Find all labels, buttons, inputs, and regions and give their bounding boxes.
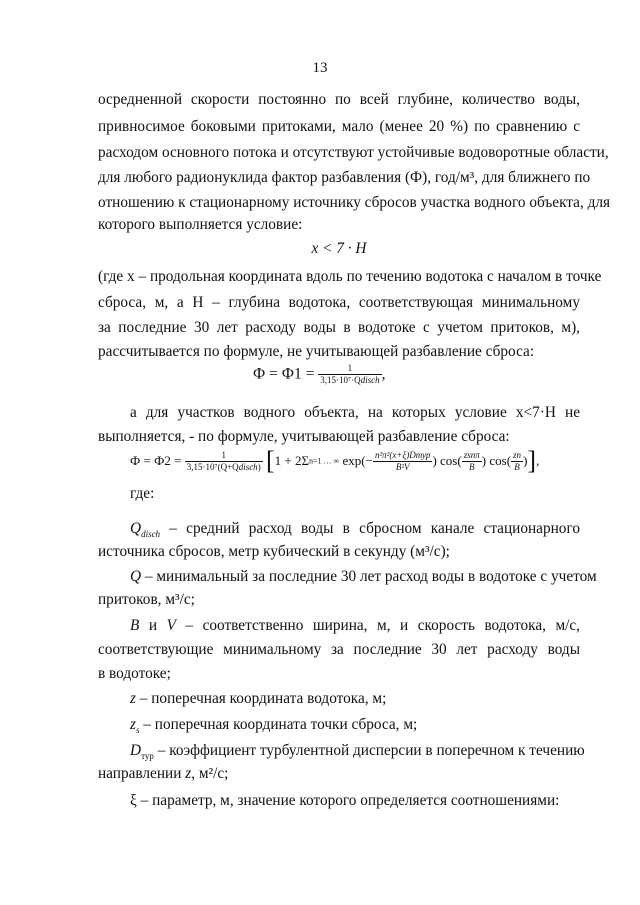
def-qdisch-text: – средний расход воды в сбросном канале стационарного [160,520,580,537]
formula1-den-main: 3,15·10⁷·Q [320,375,361,385]
def-bv-line2: соответствующие минимальному за последние 30 лет расходу воды [98,641,580,658]
formula2-cos2-den: B [514,461,520,472]
def-z-symbol: z [130,690,136,707]
def-q-line1 [130,568,597,586]
formula-phi1 [253,363,386,386]
formula2-cos1-fraction [462,450,482,473]
formula2-exp: exp [342,453,362,468]
def-zs-subscript: s [135,725,140,736]
formula2-sum-range: n=1 … ∞ [309,456,340,466]
formula1-denominator [318,375,381,386]
para1-line3: расходом основного потока и отсутствуют устойчивые водоворотные области, [98,144,609,161]
def-d-direction-text: направлении [98,765,186,782]
formula2-numerator: 1 [185,450,263,462]
formula2-exp-num-main: n²π²(x+ξ)D [374,449,416,460]
formula2-bracket-close: ] [527,446,537,475]
def-zs-symbol: z [130,716,136,733]
formula1-den-sub: disch [360,375,380,385]
para2-line2: сброса, м, а H – глубина водотока, соответствующая минимальному [98,294,580,311]
formula2-den-main: 3,15·10⁷(Q+Q [186,461,239,472]
def-v-symbol: V [166,617,176,634]
def-q-line2: притоков, м³/с; [98,591,195,608]
def-d-line1 [130,742,585,765]
formula2-cos2-num: zn [513,449,522,460]
para1-line2: привносимое боковыми притоками, мало (менее 20 %) по сравнению с [98,118,580,135]
formula2-exp-num [373,450,432,462]
formula1-lhs: Ф = Ф1 = [253,365,315,383]
para3-line2: выполняется, - по формуле, учитывающей разбавление сброса: [98,428,510,445]
def-q-symbol: Q [130,568,142,585]
formula2-cos1-num-sub: s [467,449,471,460]
formula2-tail: , [536,453,540,468]
para2-line4: рассчитывается по формуле, не учитывающей разбавление сброса: [98,343,535,360]
formula2-exp-den: B²V [395,461,410,472]
formula2-exp-num-sub: тур [415,449,431,460]
def-d-units: , м²/с; [191,765,229,782]
para3-line1: а для участков водного объекта, на которых условие x<7·H не [130,404,580,421]
def-qdisch-symbol: Q [130,520,142,537]
para1-line5: отношению к стационарному источнику сбросов участка водного объекта, для [98,194,611,211]
para1-line1: осредненной скорости постоянно по всей глубине, количество воды, [98,91,580,108]
formula1-numerator: 1 [318,363,381,375]
formula2-one-plus: 1 + 2 [274,453,302,468]
formula2-cos2-fraction [511,450,523,473]
formula2-fraction [185,450,263,473]
formula2-cos2: cos [489,453,507,468]
def-q-text: – минимальный за последние 30 лет расход воды в водотоке с учетом [141,568,597,585]
def-qdisch-line2: источника сбросов, метр кубический в секунду (м³/с); [98,543,450,560]
formula2-bracket-open: [ [265,446,275,475]
def-b-symbol: B [130,617,140,634]
formula2-exp-fraction [373,450,432,473]
def-d-line2 [98,765,580,783]
formula-phi2: Ф = Ф2 = $\frac{1}{\text{3,15·10⁷(Q+Qdisch)}}$ [1 + 2Σn=1 … ∞ exp(− $\frac{\text{n²π²(x+ξ)Dтур}}{\text{B²V}}$ ) cos( $\frac{\text{zsnπ}}{B}$ ) cos( $\frac{zn}{B}$ )], [130,446,540,475]
def-d-text: – коэффициент турбулентной дисперсии в поперечном к течению [153,742,585,759]
def-d-direction-z: z [185,765,192,782]
condition-formula: x < 7 · H [311,240,367,257]
para1-line4: для любого радионуклида фактор разбавления (Ф), год/м³, для ближнего по [98,169,591,186]
formula2-cos1-num [462,450,482,462]
def-xi-line: ξ – параметр, м, значение которого определяется соотношениями: [130,792,560,809]
formula2-cos1-num-tail: nπ [470,449,480,460]
def-qdisch-subscript: disch [141,529,161,540]
para1-line6: которого выполняется условие: [98,216,303,233]
formula2-cos1-den: B [468,461,475,472]
def-z-text: – поперечная координата водотока, м; [135,690,387,707]
def-bv-line1 [130,617,580,635]
def-d-symbol: D [130,742,142,759]
formula2-denominator [185,462,263,473]
def-zs-line [130,716,580,739]
formula2-sum: Σ [301,453,310,468]
def-bv-and: и [139,617,167,634]
para2-line1: (где x – продольная координата вдоль по течению водотока с началом в точке [98,268,602,285]
formula2-cos1: cos [440,453,458,468]
def-qdisch-line1 [130,520,580,543]
formula2-lhs: Ф = Ф2 = [130,453,182,468]
formula1-tail: , [381,365,386,383]
def-bv-text: – соответственно ширина, м, и скорость водотока, м/с, [175,617,580,634]
page-number: 13 [312,60,328,76]
def-z-line [130,690,580,708]
para2-line3: за последние 30 лет расходу воды в водотоке с учетом притоков, м), [98,319,580,336]
formula2-cos1-num-main: z [463,449,468,460]
where-label: где: [130,485,155,502]
formula2-den-close: ) [257,461,261,472]
formula1-fraction [318,363,381,386]
def-bv-line3: в водотоке; [98,665,171,682]
def-zs-text: – поперечная координата точки сброса, м; [139,716,418,733]
def-d-subscript: тур [141,751,154,762]
formula2-den-sub: disch [238,461,258,472]
